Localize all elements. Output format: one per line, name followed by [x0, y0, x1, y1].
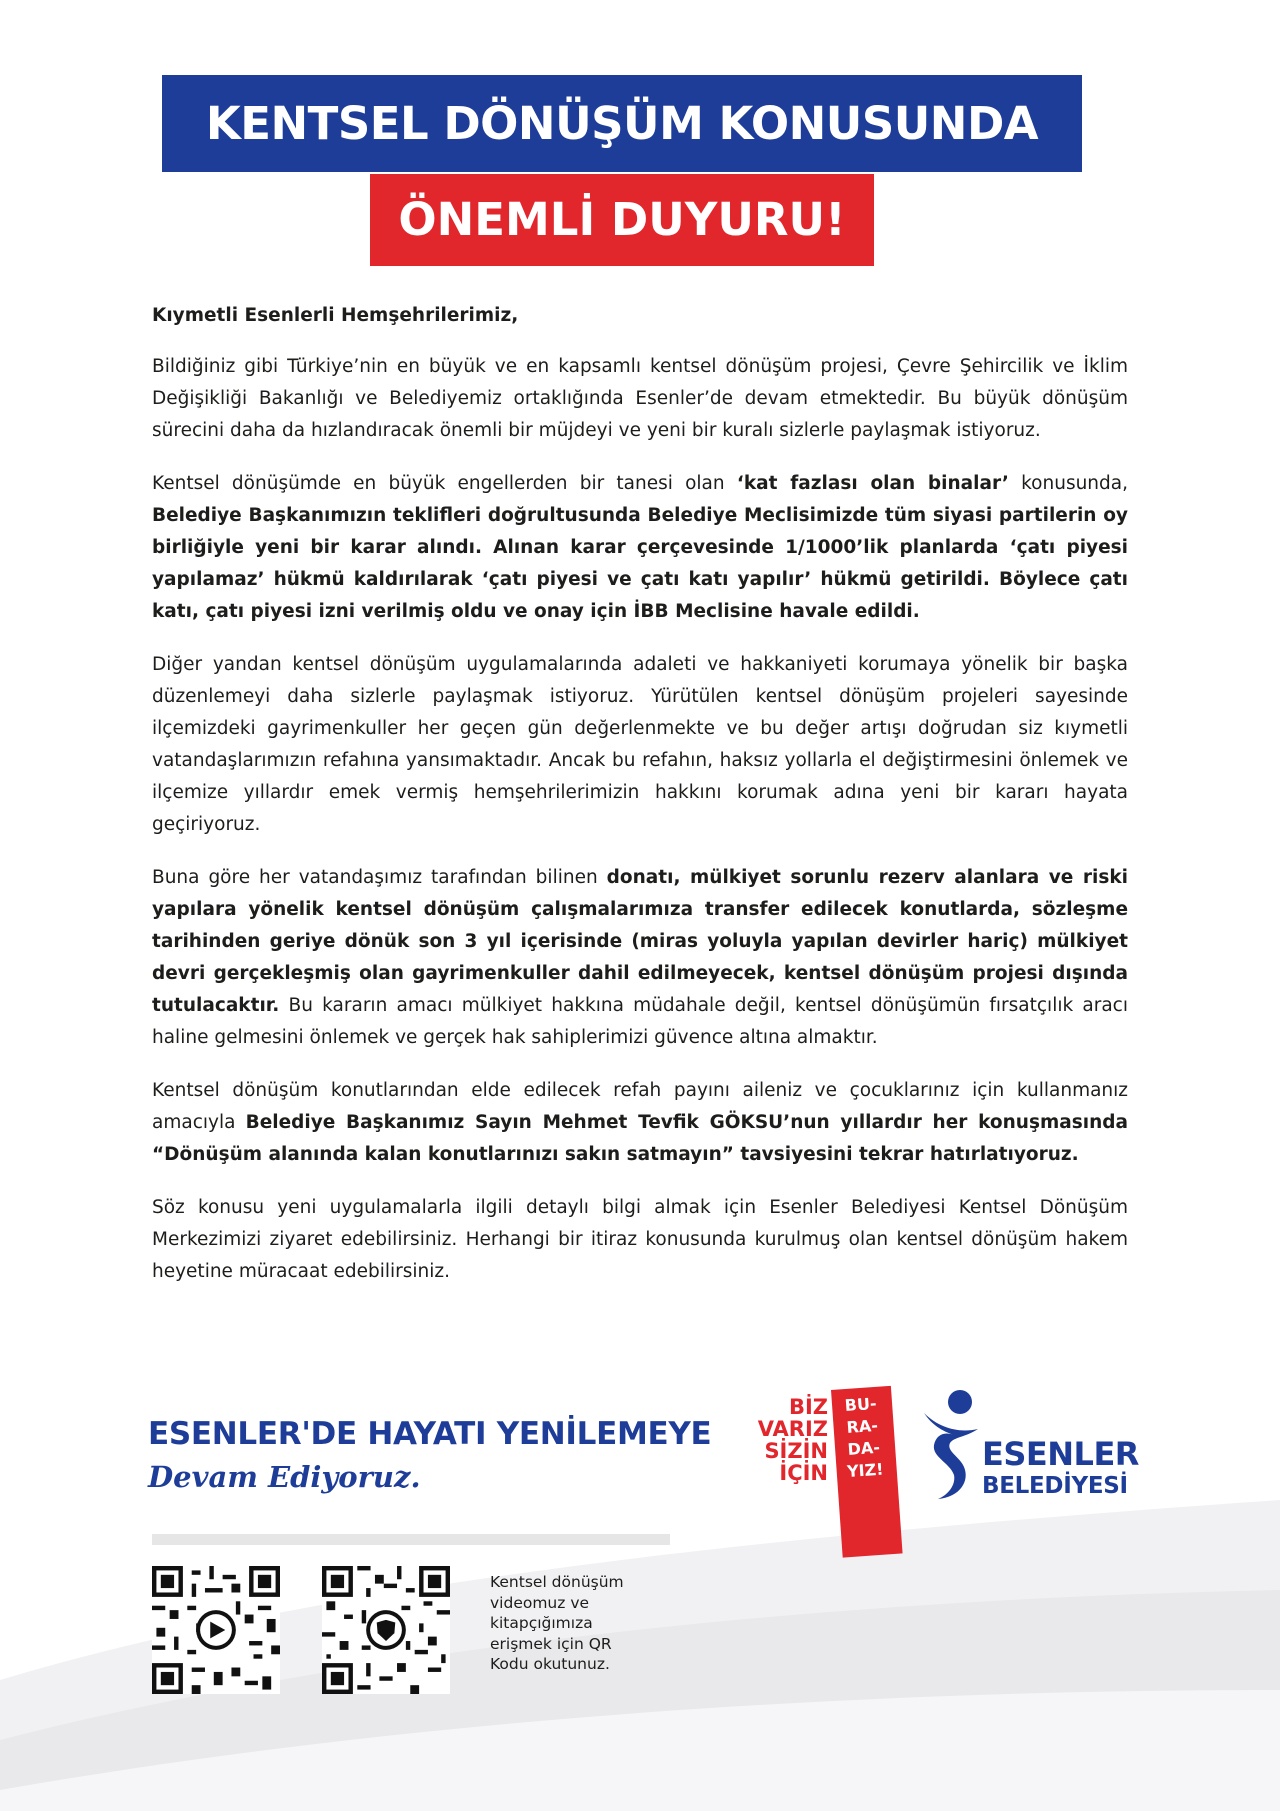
paragraph-4: Buna göre her vatandaşımız tarafından bilinen donatı, mülkiyet sorunlu rezerv alanlara ve riski yapılara yönelik kentsel dönüşüm çalışmalarımıza transfer edilecek konutlarda, sözleşme tarihinden geriye dönük son 3 yıl içerisinde (miras yoluyla yapılan devirler hariç) mülkiyet devri gerçekleşmiş olan gayrimenkuller dahil edilmeyecek, kentsel dönüşüm projesi dışında tutulacaktır. Bu kararın amacı mülkiyet hakkına müdahale değil, kentsel dönüşümün fırsatçılık aracı haline gelmesini önlemek ve gerçek hak sahiplerimizi güvence altına almaktır.	[152, 867, 1128, 1048]
qr-code-video[interactable]	[152, 1566, 280, 1694]
buradayiz-text: BU- RA- DA- YIZ!	[844, 1393, 885, 1482]
logo-emblem-icon	[920, 1385, 984, 1503]
divider-bar	[152, 1534, 670, 1545]
headline-line1: KENTSEL DÖNÜŞÜM KONUSUNDA	[162, 75, 1082, 172]
paragraph-6: Söz konusu yeni uygulamalarla ilgili detaylı bilgi almak için Esenler Belediyesi Kentsel Dönüşüm Merkezimizi ziyaret edebilirsiniz. Herhangi bir itiraz konusunda kurulmuş olan kentsel dönüşüm hakem heyetine müracaat edebilirsiniz.	[152, 1197, 1128, 1282]
slogan-line1: ESENLER'DE HAYATI YENİLEMEYE	[148, 1416, 712, 1452]
salutation: Kıymetli Esenlerli Hemşehrilerimiz,	[152, 305, 519, 326]
letter-body	[152, 300, 1128, 1309]
paragraph-1: Bildiğiniz gibi Türkiye’nin en büyük ve en kapsamlı kentsel dönüşüm projesi, Çevre Şehircilik ve İklim Değişikliği Bakanlığı ve Belediyemiz ortaklığında Esenler’de devam etmektedir. Bu büyük dönüşüm sürecini daha da hızlandıracak önemli bir müjdeyi ve yeni bir kuralı sizlerle paylaşmak istiyoruz.	[152, 356, 1128, 441]
logo-text-esenler: ESENLER	[982, 1435, 1139, 1473]
biz-variz-text: BİZ VARIZ SİZİN İÇİN	[757, 1395, 828, 1485]
qr-caption: Kentsel dönüşüm videomuz ve kitapçığımıza erişmek için QR Kodu okutunuz.	[490, 1573, 624, 1673]
biz-variz-badge	[745, 1390, 900, 1580]
qr-code-booklet[interactable]	[322, 1566, 450, 1694]
esenler-belediyesi-logo	[920, 1385, 1139, 1505]
slogan-line2: Devam Ediyoruz.	[148, 1460, 421, 1494]
paragraph-3: Diğer yandan kentsel dönüşüm uygulamalarında adaleti ve hakkaniyeti korumaya yönelik bir başka düzenlemeyi daha sizlerle paylaşmak istiyoruz. Yürütülen kentsel dönüşüm projeleri sayesinde ilçemizdeki gayrimenkuller her geçen gün değerlenmekte ve bu değer artışı doğrudan siz kıymetli vatandaşlarımızın refahına yansımaktadır. Ancak bu refahın, haksız yollarla el değiştirmesini önlemek ve ilçemize yıllardır emek vermiş hemşehrilerimizin hakkını korumak adına yeni bir kararı hayata geçiriyoruz.	[152, 654, 1128, 835]
paragraph-5: Kentsel dönüşüm konutlarından elde edilecek refah payını aileniz ve çocuklarınız için kullanmanız amacıyla Belediye Başkanımız Sayın Mehmet Tevfik GÖKSU’nun yıllardır her konuşmasında “Dönüşüm alanında kalan konutlarınızı sakın satmayın” tavsiyesini tekrar hatırlatıyoruz.	[152, 1080, 1128, 1165]
logo-text-belediyesi: BELEDİYESİ	[982, 1473, 1128, 1499]
paragraph-2: Kentsel dönüşümde en büyük engellerden bir tanesi olan ‘kat fazlası olan binalar’ konusunda, Belediye Başkanımızın teklifleri doğrultusunda Belediye Meclisimizde tüm siyasi partilerin oy birliğiyle yeni bir karar alındı. Alınan karar çerçevesinde 1/1000’lik planlarda ‘çatı piyesi yapılamaz’ hükmü kaldırılarak ‘çatı piyesi ve çatı katı yapılır’ hükmü getirildi. Böylece çatı katı, çatı piyesi izni verilmiş oldu ve onay için İBB Meclisine havale edildi.	[152, 473, 1128, 622]
headline-line2: ÖNEMLİ DUYURU!	[370, 174, 874, 266]
